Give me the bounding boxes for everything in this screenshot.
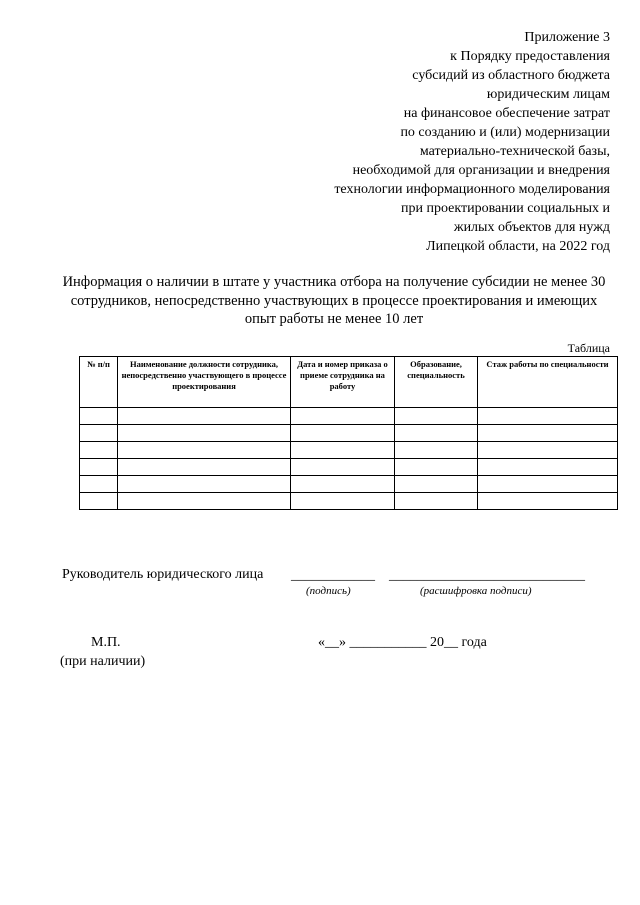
table-cell [478,459,618,476]
column-header-order: Дата и номер приказа о приеме сотрудника на работу [291,357,395,408]
table-cell [291,476,395,493]
column-header-experience: Стаж работы по специальности [478,357,618,408]
table-cell [80,476,118,493]
table-cell [291,425,395,442]
table-cell [395,442,478,459]
signature-line: ____________ [291,568,375,583]
appendix-line: жилых объектов для нужд [453,220,610,235]
appendix-line: Липецкой области, на 2022 год [426,239,610,254]
table-cell [291,442,395,459]
table-cell [118,442,291,459]
table-cell [291,493,395,510]
table-cell [478,476,618,493]
appendix-line: Приложение 3 [524,30,610,45]
appendix-line: субсидий из областного бюджета [412,68,610,83]
table-cell [118,476,291,493]
table-cell [478,493,618,510]
table-cell [395,459,478,476]
signature-decoding-caption: (расшифровка подписи) [420,585,532,597]
stamp-label: М.П. [91,635,121,650]
staff-table [79,356,618,510]
table-row [80,493,618,510]
appendix-line: материально-технической базы, [419,144,610,159]
stamp-note: (при наличии) [60,654,146,669]
table-cell [395,408,478,425]
appendix-line: к Порядку предоставления [450,49,610,64]
table-cell [118,459,291,476]
table-cell [80,408,118,425]
appendix-line: на финансовое обеспечение затрат [403,106,610,121]
appendix-line: при проектировании социальных и [400,201,610,216]
signature-label: Руководитель юридического лица [62,567,264,582]
table-cell [80,442,118,459]
table-cell [478,408,618,425]
appendix-line: технологии информационного моделирования [334,182,610,197]
table-header-row [80,357,618,408]
column-header-position: Наименование должности сотрудника, непосредственно участвующего в процессе проектирования [118,357,291,408]
appendix-line: необходимой для организации и внедрения [352,163,610,178]
table-cell [80,493,118,510]
signature-decoding-line: ____________________________ [389,568,585,583]
table-cell [395,425,478,442]
table-cell [80,425,118,442]
table-row [80,459,618,476]
table-cell [478,425,618,442]
table-cell [118,425,291,442]
signature-caption: (подпись) [306,585,351,597]
date-field: «__» ___________ 20__ года [318,635,487,650]
table-row [80,442,618,459]
table-label: Таблица [567,341,610,355]
table-cell [291,459,395,476]
table-cell [395,493,478,510]
document-title: Информация о наличии в штате у участника отбора на получение субсидии не менее 30 сотрудников, непосредственно участвующих в процессе проектирования и имеющих опыт работы не менее 10 лет [62,274,606,327]
appendix-line: юридическим лицам [486,87,610,102]
table-cell [80,459,118,476]
table-cell [291,408,395,425]
column-header-number: № п/п [80,357,118,408]
appendix-line: по созданию и (или) модернизации [400,125,610,140]
table-cell [478,442,618,459]
table-cell [118,493,291,510]
table-cell [395,476,478,493]
table-row [80,425,618,442]
table-cell [118,408,291,425]
appendix-header [270,28,610,256]
column-header-education: Образование, специальность [395,357,478,408]
table-row [80,476,618,493]
table-row [80,408,618,425]
